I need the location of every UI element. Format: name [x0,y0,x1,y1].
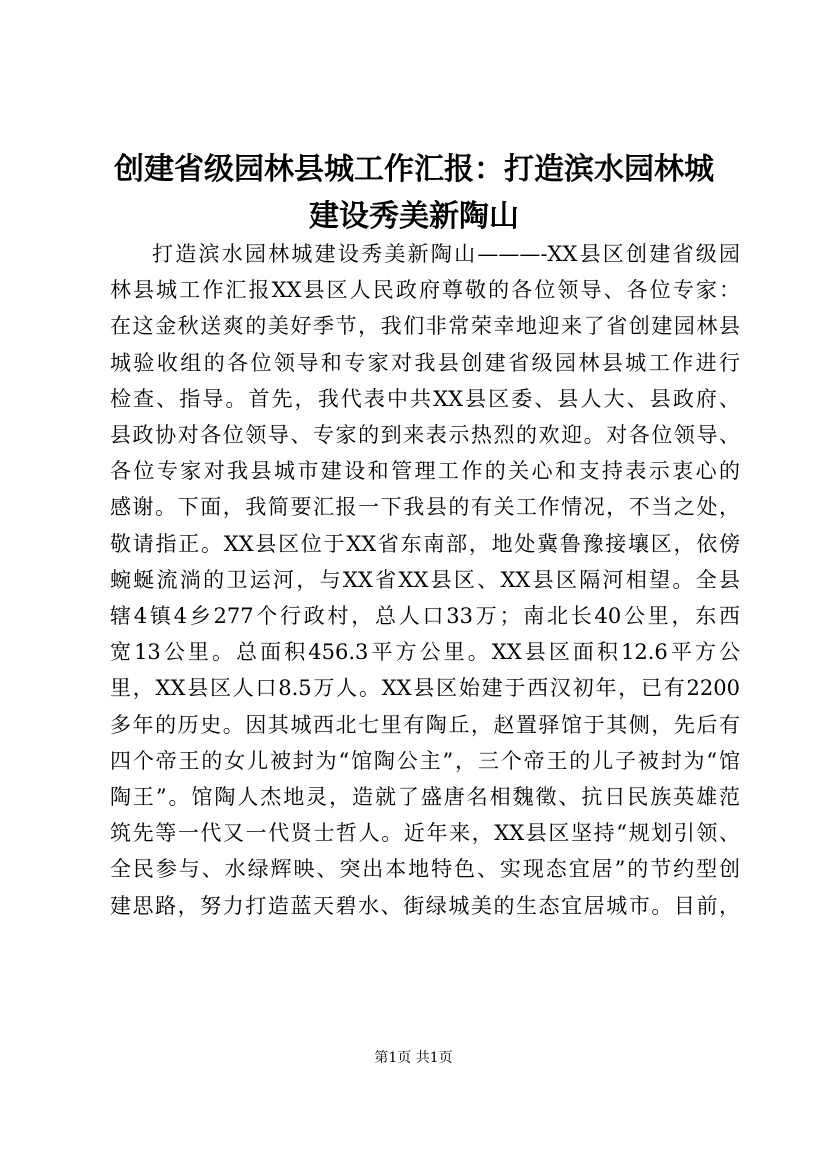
title-line-1: 创建省级园林县城工作汇报：打造滨水园林城 [114,152,714,187]
body-line: 辖4镇4乡277个行政村，总人口33万；南北长40公里，东西 [110,604,740,629]
body-line: 城验收组的各位领导和专家对我县创建省级园林县城工作进行 [110,350,740,375]
body-line: 四个帝王的女儿被封为“馆陶公主”，三个帝王的儿子被封为“馆 [110,748,740,773]
page-footer: 第1页 共1页 [374,1050,453,1066]
body-line: 蜿蜒流淌的卫运河，与XX省XX县区、XX县区隔河相望。全县 [110,567,740,592]
body-line: 敬请指正。XX县区位于XX省东南部，地处冀鲁豫接壤区，依傍 [110,531,740,556]
body-line: 多年的历史。因其城西北七里有陶丘，赵置驿馆于其侧，先后有 [110,712,740,737]
body-line: 建思路，努力打造蓝天碧水、街绿城美的生态宜居城市。目前， [110,893,740,918]
body-line: 县政协对各位领导、专家的到来表示热烈的欢迎。对各位领导、 [110,423,740,448]
body-line: 打造滨水园林城建设秀美新陶山———-XX县区创建省级园 [152,242,740,266]
body-line: 筑先等一代又一代贤士哲人。近年来，XX县区坚持“规划引领、 [110,821,740,846]
body-line: 在这金秋送爽的美好季节，我们非常荣幸地迎来了省创建园林县 [110,314,740,339]
body-paragraph [110,236,740,924]
document-title [100,146,728,240]
body-line: 陶王”。馆陶人杰地灵，造就了盛唐名相魏徵、抗日民族英雄范 [110,785,740,810]
body-line: 宽13公里。总面积456.3平方公里。XX县区面积12.6平方公 [110,640,740,665]
body-line: 林县城工作汇报XX县区人民政府尊敬的各位领导、各位专家： [110,278,740,303]
body-line: 检查、指导。首先，我代表中共XX县区委、县人大、县政府、 [110,386,740,411]
body-line: 各位专家对我县城市建设和管理工作的关心和支持表示衷心的 [110,459,740,484]
body-line: 全民参与、水绿辉映、突出本地特色、实现态宜居”的节约型创 [110,857,740,882]
body-line: 里，XX县区人口8.5万人。XX县区始建于西汉初年，已有2200 [110,676,740,701]
body-line: 感谢。下面，我简要汇报一下我县的有关工作情况，不当之处， [110,495,740,520]
title-line-2: 建设秀美新陶山 [309,199,519,234]
